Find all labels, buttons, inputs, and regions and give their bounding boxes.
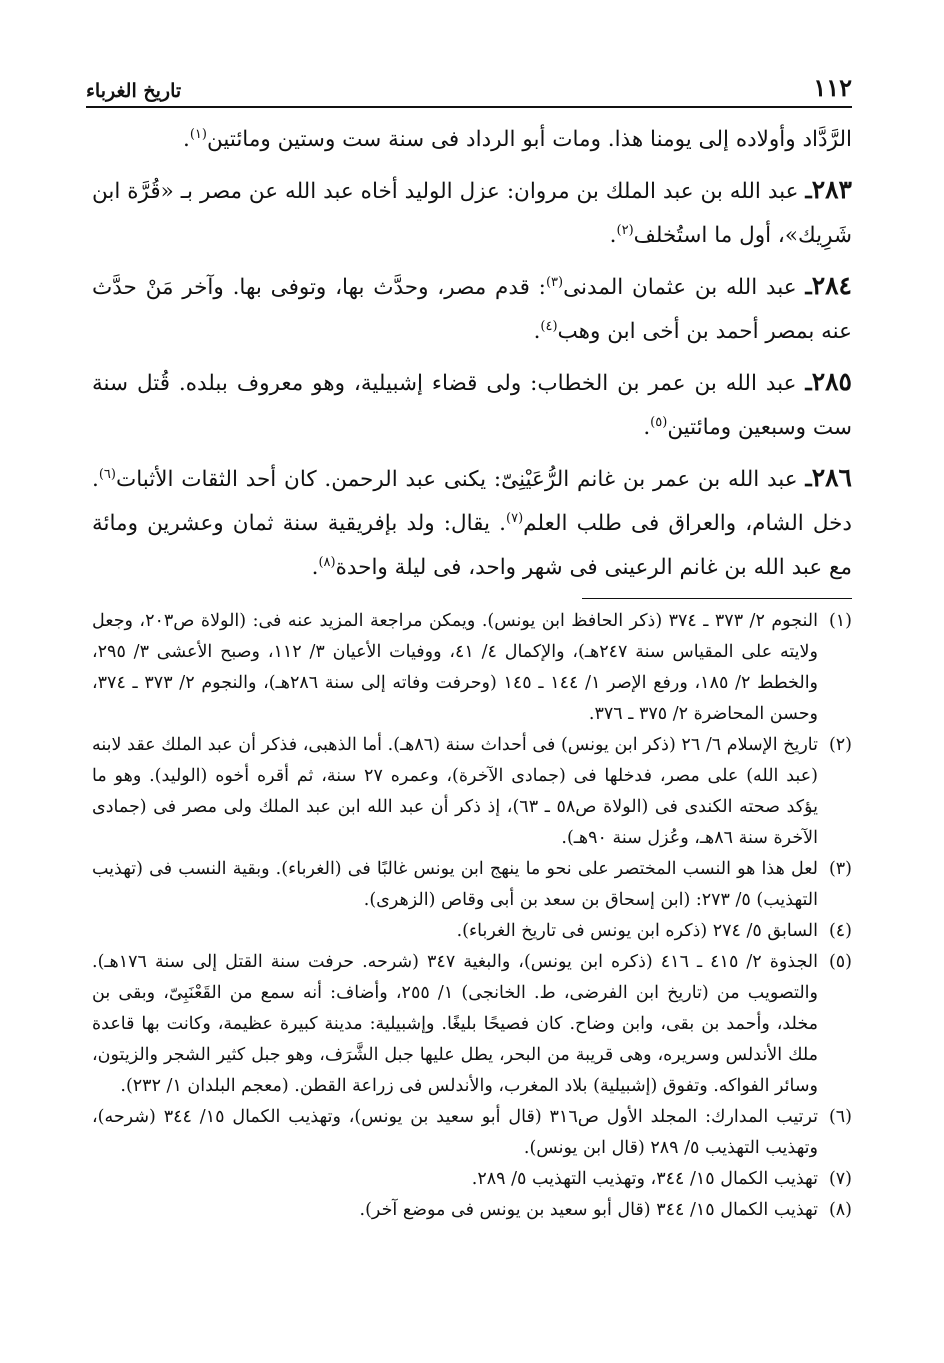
- page-header: [86, 64, 852, 108]
- page-number: ١١٢: [813, 73, 852, 102]
- entry-283: [92, 168, 852, 258]
- footnote-number: (٢): [828, 735, 852, 755]
- entry-284: [92, 264, 852, 354]
- entry-number: ٢٨٦: [811, 463, 852, 492]
- footnote-text: الجذوة ٢/ ٤١٥ ـ ٤١٦ (ذكره ابن يونس)، والبغية ٣٤٧ (شرحه. حرفت سنة القتل إلى سنة ١٧٦هـ). والتصويب من (تاريخ ابن الفرضى، ط. الخانجى) ١/ ٢٥٥، وأضاف: أنه سمع من القَعْنَبِىّ، وبقى بن مخلد، وأحمد بن بقى، وابن وضاح. كان فصيحًا بليغًا. وإشبيلية: مدينة كبيرة عظيمة، وكانت بها قاعدة ملك الأندلس وسريره، وهى قريبة من البحر، يطل عليها جبل الشَّرَف، وهو جبل كثير الشجر والزيتون، وسائر الفواكه. وتفوق (إشبيلية) بلاد المغرب، والأندلس فى زراعة القطن. (معجم البلدان ١/ ٢٣٢).: [92, 952, 818, 1096]
- note-ref: (٨): [318, 554, 336, 570]
- entry-number: ٢٨٥: [811, 367, 852, 396]
- footnote-text: تهذيب الكمال ١٥/ ٣٤٤ (قال أبو سعيد بن يونس فى موضع آخر).: [359, 1200, 818, 1220]
- footnote-4: [92, 916, 852, 947]
- entry-text: عبد الله بن عثمان المدنى: [563, 275, 797, 300]
- footnote-1: [92, 606, 852, 730]
- footnote-text: لعل هذا هو النسب المختصر على نحو ما ينهج ابن يونس غالبًا فى (الغرباء). وبقية النسب فى (تهذيب التهذيب) ٥/ ٢٧٣: (ابن إسحاق بن سعد بن أبى وقاص (الزهرى).: [92, 859, 818, 910]
- footnote-separator: [582, 598, 852, 599]
- footnote-3: [92, 854, 852, 916]
- sentence-end: .: [643, 415, 651, 440]
- footnote-number: (٨): [828, 1200, 852, 1220]
- footnote-text: السابق ٥/ ٢٧٤ (ذكره ابن يونس فى تاريخ الغرباء).: [456, 921, 818, 941]
- footnote-number: (٣): [828, 859, 852, 879]
- footnote-6: [92, 1102, 852, 1164]
- entry-number: ٢٨٤: [811, 271, 852, 300]
- note-ref: (٧): [506, 510, 524, 526]
- running-title: تاريخ الغرباء: [86, 80, 182, 102]
- entry-dash: ـ: [805, 275, 812, 300]
- entry-286: [92, 456, 852, 590]
- footnote-text: ترتيب المدارك: المجلد الأول ص٣١٦ (قال أبو سعيد بن يونس)، وتهذيب الكمال ١٥/ ٣٤٤ (شرحه)، وتهذيب التهذيب ٥/ ٢٨٩ (قال ابن يونس).: [92, 1107, 818, 1158]
- entry-285: [92, 360, 852, 450]
- entry-text: . يقال: ولد بإفريقية سنة ثمان وعشرين ومائة مع عبد الله بن غانم الرعينى فى شهر واحد، فى ليلة واحدة: [92, 511, 852, 580]
- main-text: [92, 118, 852, 596]
- entry-number: ٢٨٣: [811, 175, 852, 204]
- entry-text: : قدم مصر، وحدَّث بها، وتوفى بها. وآخر مَنْ حدَّث عنه بمصر أحمد بن أخى ابن وهب: [92, 275, 852, 344]
- continuation-paragraph: [92, 118, 852, 162]
- entry-text: عبد الله بن عمر بن غانم الرُّعَيْنِىّ: يكنى عبد الرحمن. كان أحد الثقات الأثبات: [115, 467, 798, 492]
- entry-dash: ـ: [805, 179, 812, 204]
- sentence-end: .: [533, 319, 541, 344]
- footnote-number: (٤): [828, 921, 852, 941]
- note-ref: (١): [189, 126, 207, 142]
- note-ref: (٣): [545, 274, 564, 290]
- entry-dash: ـ: [805, 467, 812, 492]
- note-ref: (٥): [650, 414, 668, 430]
- footnote-2: [92, 730, 852, 854]
- entry-text: عبد الله بن عبد الملك بن مروان: عزل الوليد أخاه عبد الله عن مصر بـ «قُرَّة ابن شَرِيك»، أول ما استُخلف: [92, 179, 852, 248]
- note-ref: (٢): [616, 222, 634, 238]
- note-ref: (٤): [540, 318, 558, 334]
- entry-text: عبد الله بن عمر بن الخطاب: ولى قضاء إشبيلية، وهو معروف ببلده. قُتل سنة ست وسبعين ومائتين: [92, 371, 852, 440]
- footnote-number: (٥): [828, 952, 852, 972]
- sentence-end: .: [609, 223, 617, 248]
- footnote-text: تهذيب الكمال ١٥/ ٣٤٤، وتهذيب التهذيب ٥/ ٢٨٩.: [471, 1169, 818, 1189]
- sentence-end: .: [183, 127, 190, 152]
- footnote-number: (٧): [828, 1169, 852, 1189]
- footnote-number: (٦): [828, 1107, 852, 1127]
- footnotes: [92, 606, 852, 1226]
- footnote-7: [92, 1164, 852, 1195]
- footnote-number: (١): [828, 611, 852, 631]
- footnote-5: [92, 947, 852, 1102]
- footnote-8: [92, 1195, 852, 1226]
- note-ref: (٦): [98, 466, 116, 482]
- sentence-end: .: [311, 555, 319, 580]
- entry-dash: ـ: [805, 371, 812, 396]
- entry-text: . دخل الشام، والعراق فى طلب العلم: [92, 467, 852, 536]
- footnote-text: النجوم ٢/ ٣٧٣ ـ ٣٧٤ (ذكر الحافظ ابن يونس). ويمكن مراجعة المزيد عنه فى: (الولاة ص٢٠٣، وجعل ولايته على المقياس سنة ٢٤٧هـ)، والإكمال ٤/ ٤١، ووفيات الأعيان ٣/ ١١٢، وصبح الأعشى ٣/ ٢٩٥، والخطط ٢/ ١٨٥، ورفع الإصر ١/ ١٤٤ ـ ١٤٥ (وحرفت وفاته إلى سنة ٢٨٦هـ)، والنجوم ٢/ ٣٧٣ ـ ٣٧٤، وحسن المحاضرة ٢/ ٣٧٥ ـ ٣٧٦.: [92, 611, 819, 724]
- footnote-text: تاريخ الإسلام ٦/ ٢٦ (ذكر ابن يونس) فى أحداث سنة (٨٦هـ). أما الذهبى، فذكر أن عبد الملك عقد لابنه (عبد الله) على مصر، فدخلها فى (جمادى الآخرة)، وعمره ٢٧ سنة، ثم أقره أخوه (الوليد). وهو ما يؤكد صحته الكندى فى (الولاة ص٥٨ ـ ٦٣)، إذ ذكر أن عبد الله ابن عبد الملك ولى مصر فى (جمادى الآخرة سنة ٨٦هـ، وعُزل سنة ٩٠هـ).: [92, 735, 818, 848]
- continuation-text: الرَّدَّاد وأولاده إلى يومنا هذا. ومات أبو الرداد فى سنة ست وستين ومائتين: [206, 127, 852, 152]
